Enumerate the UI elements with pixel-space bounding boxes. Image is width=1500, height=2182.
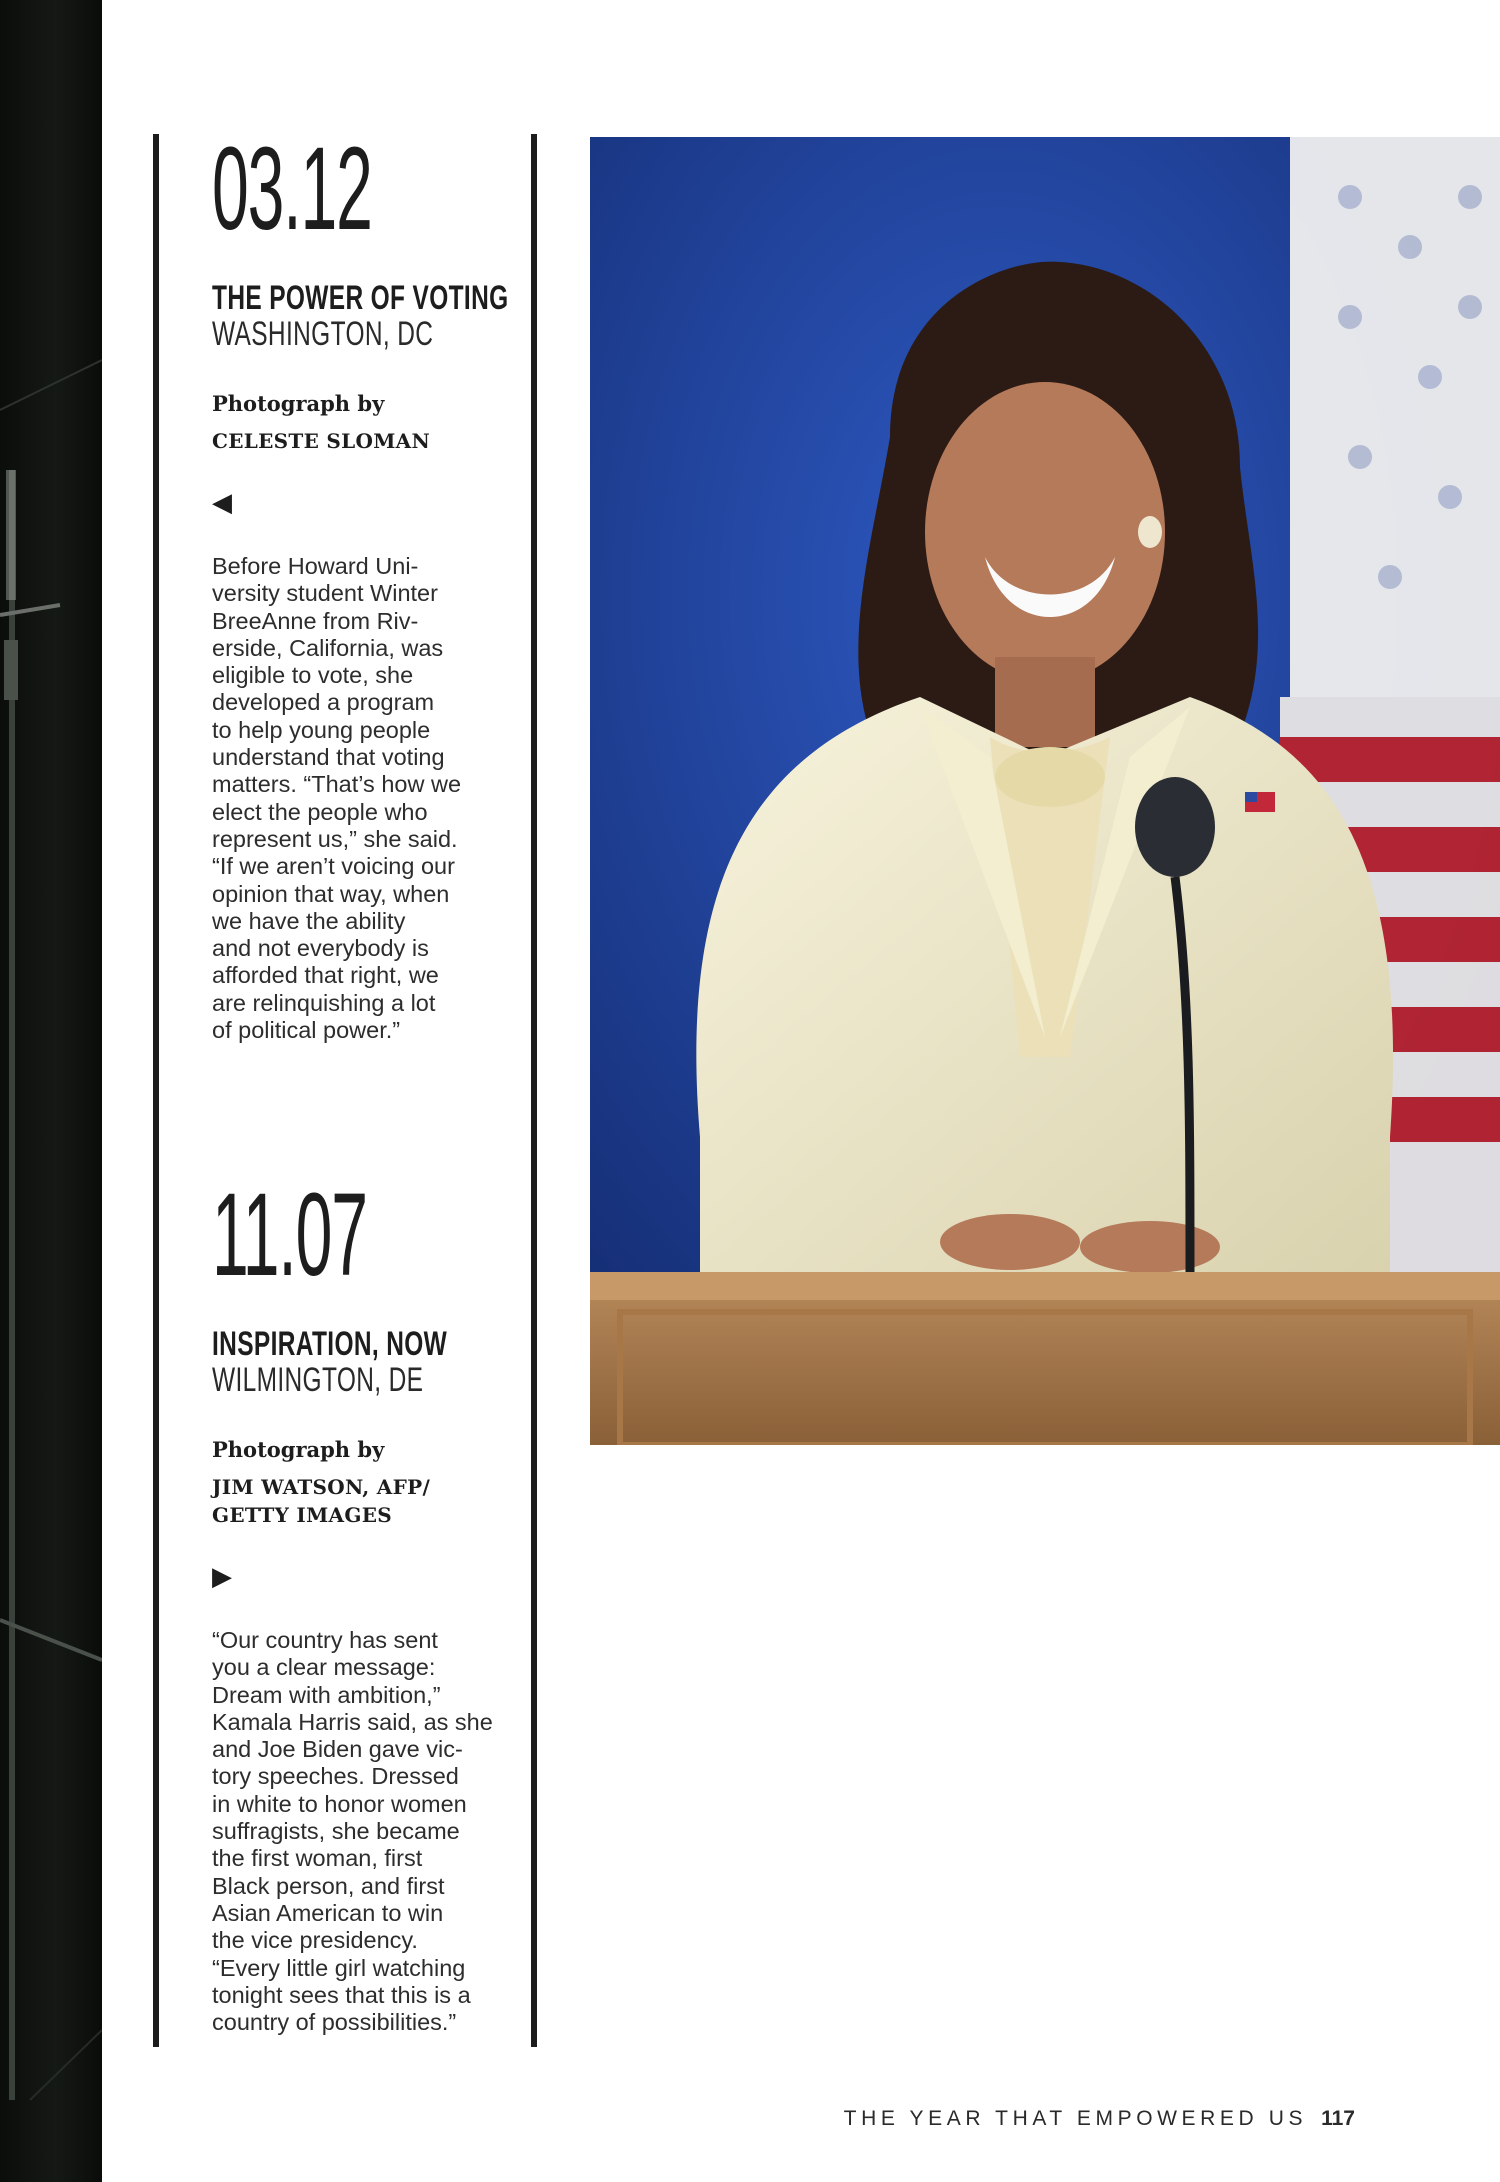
page-number: 117 (1321, 2107, 1355, 2130)
entry-body-text: “Our country has sent you a clear message: Dream with ambition,” Kamala Harris said, as she and Joe Biden gave vic- tory speeches. Dressed in white to honor women suffragists, she became the first woman, first Black person, and first Asian American to win the vice presidency. “Every little girl watching tonight sees that this is a country of possibilities.” (212, 1627, 493, 2036)
entry-date: 11.07 (212, 1169, 367, 1301)
entry-place: WASHINGTON, DC (212, 315, 434, 353)
photo-credit-label: Photograph by (212, 1437, 385, 1462)
right-triangle-icon: ▶ (212, 1561, 232, 1591)
photo-credit-name: CELESTE SLOMAN (212, 429, 431, 453)
entry-power-of-voting (212, 123, 509, 1044)
entry-body-text: Before Howard Uni- versity student Winter BreeAnne from Riv- erside, California, was eligible to vote, she developed a program to help young people understand that voting matters. “That’s how we elect the people who represent us,” she said. “If we aren’t voicing our opinion that way, when we have the ability and not everybody is afforded that right, we are relinquishing a lot of political power.” (212, 553, 462, 1044)
entry-headline: INSPIRATION, NOW (212, 1325, 448, 1363)
right-column-rule (531, 134, 537, 2047)
entry-place: WILMINGTON, DE (212, 1361, 424, 1399)
left-page-bleed (0, 0, 102, 2182)
page-footer (844, 2107, 1355, 2131)
entry-date: 03.12 (212, 123, 372, 255)
entry-headline: THE POWER OF VOTING (212, 279, 509, 317)
left-triangle-icon: ◀ (212, 487, 232, 517)
footer-title: THE YEAR THAT EMPOWERED US (843, 2107, 1308, 2130)
photo-credit-label: Photograph by (212, 391, 385, 416)
photo-credit-name: JIM WATSON, AFP/ GETTY IMAGES (212, 1475, 431, 1527)
left-column-rule (153, 134, 159, 2047)
kamala-harris-photo (590, 137, 1500, 1445)
entry-inspiration-now (212, 1169, 502, 2036)
